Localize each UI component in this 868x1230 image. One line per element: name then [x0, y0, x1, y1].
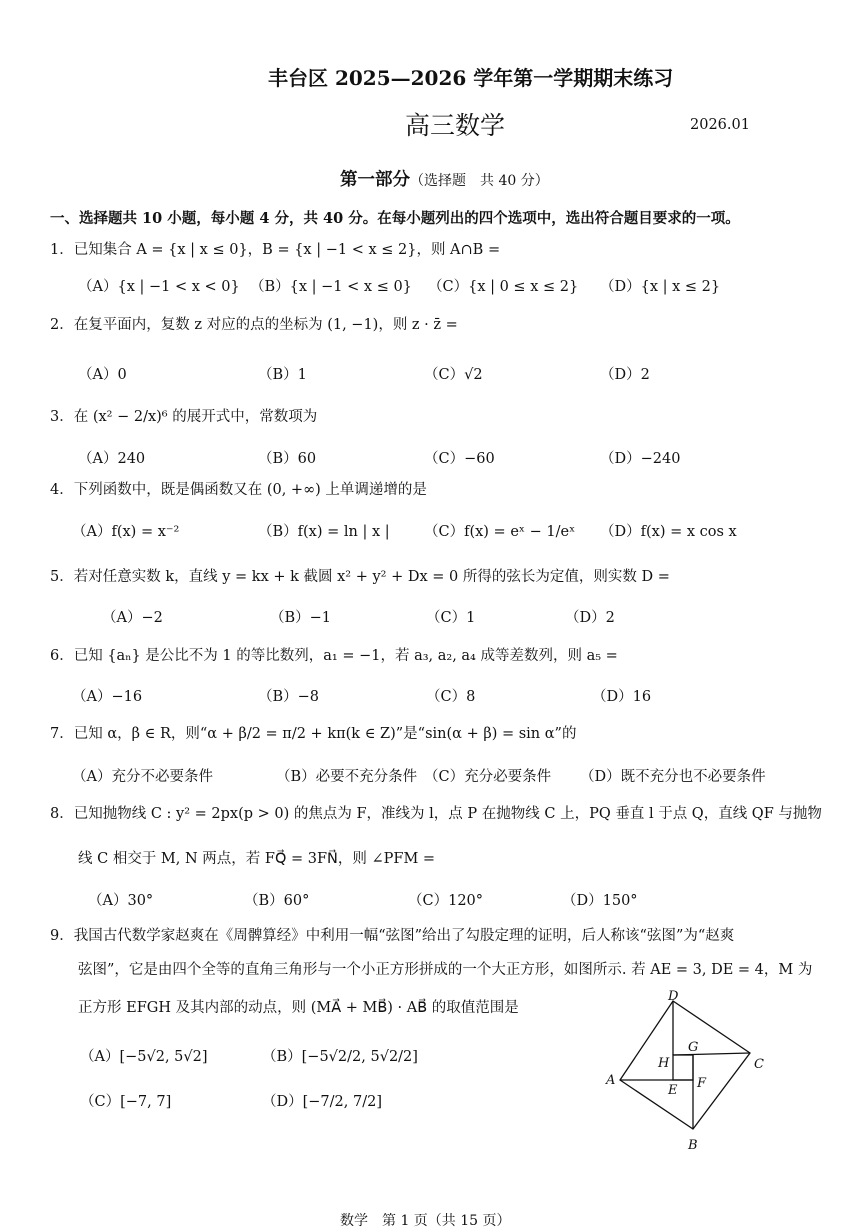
subject-title: 高三数学: [405, 111, 506, 140]
question-8-option-a: （A）30°: [88, 893, 154, 909]
question-5-option-a: （A）−2: [102, 610, 163, 626]
label-f: F: [697, 1076, 707, 1091]
label-b: B: [688, 1138, 698, 1153]
part-title: 第一部分: [340, 170, 410, 190]
part-heading: [340, 166, 549, 191]
question-8-option-d: （D）150°: [562, 893, 638, 909]
exam-title: 丰台区 2025—2026 学年第一学期期末练习: [268, 66, 674, 90]
section-instruction: 一、选择题共 10 小题，每小题 4 分，共 40 分。在每小题列出的四个选项中，选出符合题目要求的一项。: [50, 210, 740, 227]
question-4-option-b: （B）f(x) = ln | x |: [258, 524, 390, 540]
question-2-option-c: （C）√2: [424, 367, 483, 383]
question-3-option-a: （A）240: [78, 451, 146, 467]
label-h: H: [658, 1056, 670, 1071]
question-9-option-b: （B）[−5√2/2, 5√2/2]: [262, 1049, 418, 1065]
label-e: E: [668, 1083, 678, 1098]
question-2-option-d: （D）2: [600, 367, 650, 383]
question-8-option-b: （B）60°: [244, 893, 310, 909]
question-9-stem: 9．我国古代数学家赵爽在《周髀算经》中利用一幅“弦图”给出了勾股定理的证明，后人称该“弦图”为“赵爽: [50, 928, 735, 944]
question-1-option-d: （D）{x | x ≤ 2}: [600, 279, 721, 295]
question-8-stem-line2: 线 C 相交于 M, N 两点，若 FQ⃗ = 3FN⃗，则 ∠PFM =: [78, 851, 436, 867]
question-7-option-d: （D）既不充分也不必要条件: [580, 769, 766, 785]
question-2-option-b: （B）1: [258, 367, 307, 383]
question-9-option-a: （A）[−5√2, 5√2]: [80, 1049, 208, 1065]
question-6-option-b: （B）−8: [258, 689, 320, 705]
outer-square: [620, 1001, 750, 1129]
inner-square: [673, 1055, 693, 1080]
exam-date: 2026.01: [690, 117, 750, 133]
label-c: C: [754, 1057, 764, 1072]
question-3-option-c: （C）−60: [424, 451, 495, 467]
question-9-stem-line2: 弦图”，它是由四个全等的直角三角形与一个小正方形拼成的一个大正方形，如图所示. 若 AE = 3, DE = 4，M 为: [78, 962, 813, 978]
question-4-option-c: （C）f(x) = eˣ − 1/eˣ: [424, 524, 576, 540]
question-5-stem: 5．若对任意实数 k，直线 y = kx + k 截圆 x² + y² + Dx = 0 所得的弦长为定值，则实数 D =: [50, 569, 670, 585]
label-g: G: [688, 1040, 699, 1055]
label-d: D: [668, 990, 679, 1004]
question-7-option-c: （C）充分必要条件: [424, 769, 552, 785]
question-1-stem: 1．已知集合 A = {x | x ≤ 0}，B = {x | −1 < x ≤ 2}，则 A∩B =: [50, 242, 501, 258]
question-6-option-d: （D）16: [592, 689, 652, 705]
question-9-stem-line3: 正方形 EFGH 及其内部的动点，则 (MA⃗ + MB⃗) · AB⃗ 的取值范围是: [78, 1000, 519, 1016]
question-4-option-d: （D）f(x) = x cos x: [600, 524, 737, 540]
question-3-option-b: （B）60: [258, 451, 317, 467]
question-4-stem: 4．下列函数中，既是偶函数又在 (0, +∞) 上单调递增的是: [50, 482, 427, 498]
question-5-option-c: （C）1: [426, 610, 476, 626]
page-footer: 数学 第 1 页（共 15 页）: [340, 1213, 511, 1229]
question-3-option-d: （D）−240: [600, 451, 681, 467]
question-8-option-c: （C）120°: [408, 893, 484, 909]
question-1-option-b: （B）{x | −1 < x ≤ 0}: [250, 279, 412, 295]
question-4-option-a: （A）f(x) = x⁻²: [72, 524, 180, 540]
question-8-stem: 8．已知抛物线 C : y² = 2px(p > 0) 的焦点为 F，准线为 l，点 P 在抛物线 C 上，PQ 垂直 l 于点 Q，直线 QF 与抛物: [50, 806, 822, 822]
question-6-option-a: （A）−16: [72, 689, 143, 705]
question-1-option-c: （C）{x | 0 ≤ x ≤ 2}: [428, 279, 579, 295]
question-9-option-c: （C）[−7, 7]: [80, 1094, 172, 1110]
part-note: （选择题 共 40 分）: [410, 173, 549, 189]
question-7-option-b: （B）必要不充分条件: [276, 769, 418, 785]
question-2-option-a: （A）0: [78, 367, 127, 383]
zhao-shuang-diagram: [600, 990, 780, 1155]
question-6-stem: 6．已知 {aₙ} 是公比不为 1 的等比数列，a₁ = −1，若 a₃, a₂, a₄ 成等差数列，则 a₅ =: [50, 648, 618, 664]
question-3-stem: 3．在 (x² − 2/x)⁶ 的展开式中，常数项为: [50, 409, 318, 425]
question-6-option-c: （C）8: [426, 689, 476, 705]
question-5-option-b: （B）−1: [270, 610, 332, 626]
question-7-stem: 7．已知 α，β ∈ R，则“α + β/2 = π/2 + kπ(k ∈ Z)”是“sin(α + β) = sin α”的: [50, 726, 577, 742]
label-a: A: [606, 1073, 616, 1088]
question-9-option-d: （D）[−7/2, 7/2]: [262, 1094, 382, 1110]
question-5-option-d: （D）2: [565, 610, 615, 626]
question-1-option-a: （A）{x | −1 < x < 0}: [78, 279, 240, 295]
question-7-option-a: （A）充分不必要条件: [72, 769, 213, 785]
question-2-stem: 2．在复平面内，复数 z 对应的点的坐标为 (1, −1)，则 z · z̄ =: [50, 317, 458, 333]
